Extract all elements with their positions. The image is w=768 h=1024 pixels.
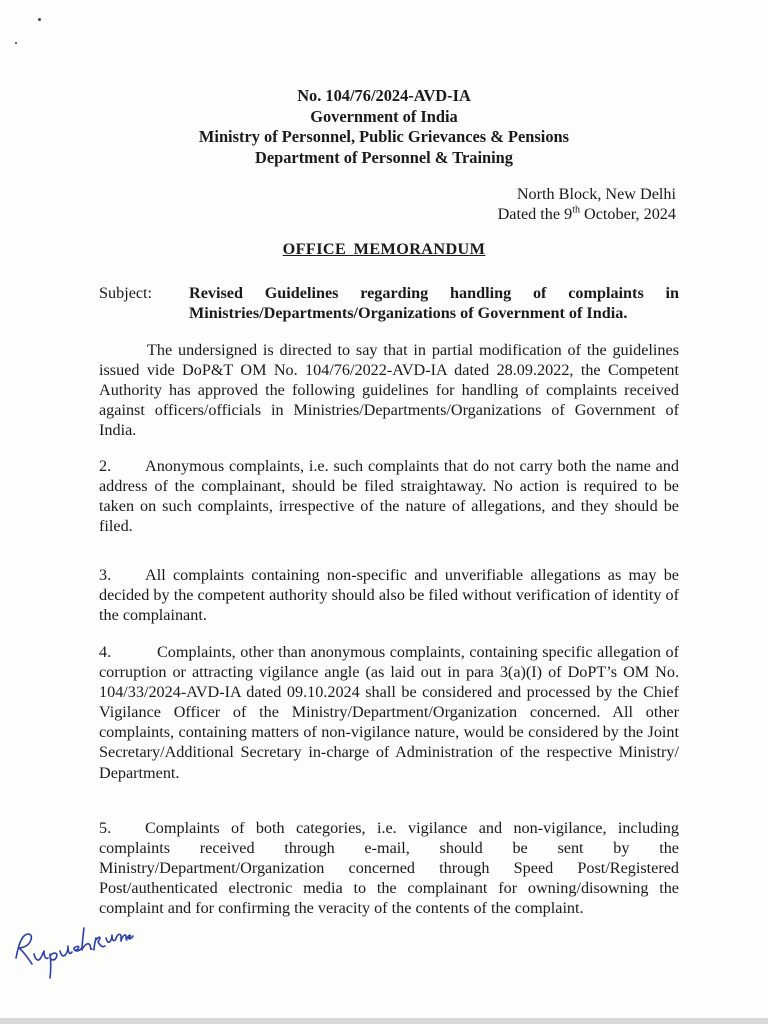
date-line [498,204,676,224]
paragraph-2 [99,456,679,536]
date-ordinal: th [572,204,580,216]
paragraph-number: 4. [99,643,112,661]
paragraph-text: Complaints, other than anonymous complaints, containing specific allegation of corruption or attracting vigilance angle (as laid out in para 3(a)(I) of DoPT’s OM No. 104/33/2024-AVD-IA dated 09.10.2024 shall be considered and processed by the Chief Vigilance Officer of the Ministry/Department/Organization concerned. All other complaints, containing matters of non-vigilance nature, would be considered by the Joint Secretary/Additional Secretary in-charge of Administration of the respective Ministry/ Department. [99,643,679,782]
department-name: Department of Personnel & Training [255,147,513,167]
subject-text: Revised Guidelines regarding handling of complaints in Ministries/Departments/Organizations of Government of India. [189,284,679,322]
page-bottom-edge [0,1018,768,1024]
scan-speck [38,18,41,21]
government-name: Government of India [310,106,458,126]
intro-paragraph: The undersigned is directed to say that in partial modification of the guidelines issued vide DoP&T OM No. 104/76/2022-AVD-IA dated 28.09.2022, the Competent Authority has approved the following guidelines for handling of complaints received against officers/officials in Ministries/Departments/Organizations of Government of India. [99,341,679,440]
letterhead [0,86,768,168]
paragraph-number: 5. [99,819,112,837]
handwritten-signature [10,918,135,988]
paragraph-number: 3. [99,566,112,584]
place-and-date [498,184,676,224]
paragraph-3 [99,565,679,625]
scan-speck [15,42,17,44]
file-number: No. 104/76/2024-AVD-IA [297,86,471,105]
subject-label: Subject: [99,284,153,302]
memo-title: OFFICE MEMORANDUM [282,240,486,258]
paragraph-5 [99,818,679,918]
date-rest: October, 2024 [579,205,676,223]
location: North Block, New Delhi [516,185,676,203]
paragraph-text: Complaints of both categories, i.e. vigilance and non-vigilance, including complaints received through e-mail, should be sent by the Ministry/Department/Organization concerned through Speed Post/Registered Post/authenticated electronic media to the complainant for owning/disowning the complaint and for confirming the veracity of the contents of the complaint. [99,819,679,918]
date-prefix: Dated the 9 [497,205,573,223]
paragraph-4 [99,642,679,783]
paragraph-number: 2. [99,457,112,475]
paragraph-text: Anonymous complaints, i.e. such complaints that do not carry both the name and address of the complainant, should be filed straightaway. No action is required to be taken on such complaints, irrespective of the nature of allegations, and they should be filed. [99,457,679,536]
paragraph-text: All complaints containing non-specific and unverifiable allegations as may be decided by the competent authority should also be filed without verification of identity of the complainant. [99,566,679,625]
ministry-name: Ministry of Personnel, Public Grievances & Pensions [198,127,570,146]
